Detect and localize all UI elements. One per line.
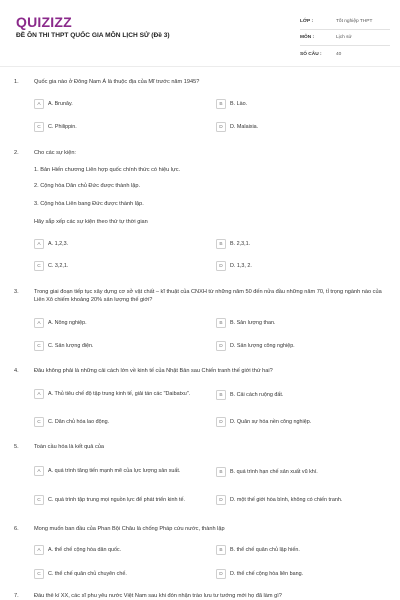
option-c[interactable]	[34, 567, 127, 581]
option-text: A. 1,2,3.	[48, 240, 69, 247]
option-text: A. Thủ tiêu chế độ tập trung kinh tế, giải tán các "Daibatxu".	[48, 390, 191, 397]
option-d[interactable]	[216, 493, 342, 507]
meta-table	[300, 14, 390, 62]
option-c[interactable]	[34, 415, 109, 429]
option-text: A. Nông nghiệp.	[48, 319, 87, 326]
option-b[interactable]	[216, 543, 300, 557]
meta-label: SỐ CÂU :	[300, 51, 322, 57]
option-c[interactable]	[34, 120, 77, 134]
option-letter: D	[216, 261, 226, 271]
option-letter: C	[34, 341, 44, 351]
option-text: D. Quân sự hóa nền công nghiệp.	[230, 418, 312, 425]
question-text: Đâu không phải là những cải cách lớn về kinh tế của Nhật Bản sau Chiến tranh thế giới thứ hai?	[34, 368, 273, 374]
option-b[interactable]	[216, 388, 283, 402]
question-number: 6.	[14, 526, 19, 532]
question-text: Mong muốn ban đầu của Phan Bội Châu là chống Pháp cứu nước, thành lập	[34, 526, 225, 532]
option-text: D. Sản lượng công nghiệp.	[230, 342, 295, 349]
document-title: ĐỀ ÔN THI THPT QUỐC GIA MÔN LỊCH SỬ (Đề 3)	[16, 32, 170, 39]
question-line: 2. Cộng hòa Dân chủ Đức được thành lập.	[34, 183, 141, 189]
question-text: Quốc gia nào ở Đông Nam Á là thuộc địa của Mĩ trước năm 1945?	[34, 79, 200, 85]
option-a[interactable]	[34, 237, 68, 251]
question-text: Cho các sự kiện:	[34, 150, 76, 156]
question-text: Đầu thế kỉ XX, các sĩ phu yêu nước Việt Nam sau khi đón nhận trào lưu tư tưởng mới họ đã làm gì?	[34, 593, 282, 599]
header-divider	[0, 66, 400, 67]
option-a[interactable]	[34, 543, 121, 557]
option-letter: B	[216, 239, 226, 249]
option-letter: C	[34, 569, 44, 579]
option-text: C. Sản lượng điện.	[48, 342, 94, 349]
meta-value: Lịch sử	[336, 35, 352, 40]
option-text: C. quá trình tập trung mọi nguồn lực để phát triển kinh tế.	[48, 496, 185, 503]
option-d[interactable]	[216, 259, 252, 273]
option-letter: C	[34, 122, 44, 132]
option-letter: C	[34, 495, 44, 505]
option-letter: A	[34, 545, 44, 555]
option-text: C. 3,2,1.	[48, 262, 69, 269]
meta-row-class	[300, 14, 390, 30]
option-letter: A	[34, 239, 44, 249]
option-text: B. Cải cách ruộng đất.	[230, 391, 284, 398]
option-d[interactable]	[216, 339, 295, 353]
option-text: D. thể chế cộng hòa liên bang.	[230, 570, 304, 577]
option-letter: B	[216, 390, 226, 400]
option-letter: A	[34, 318, 44, 328]
meta-label: MÔN :	[300, 35, 315, 40]
option-text: D. Malaixia.	[230, 123, 259, 130]
option-letter: B	[216, 318, 226, 328]
option-text: C. Philippin.	[48, 123, 77, 130]
option-text: B. 2,3,1.	[230, 240, 251, 247]
option-letter: B	[216, 99, 226, 109]
question-number: 4.	[14, 368, 19, 374]
quizizz-logo: QUIZIZZ	[16, 14, 72, 30]
option-c[interactable]	[34, 339, 94, 353]
option-text: A. quá trình tăng tiến mạnh mẽ của lực lượng sản xuất.	[48, 467, 181, 474]
option-text: B. Lào.	[230, 100, 248, 107]
option-letter: A	[34, 99, 44, 109]
meta-row-subject	[300, 30, 390, 46]
option-letter: B	[216, 545, 226, 555]
option-letter: D	[216, 495, 226, 505]
option-a[interactable]	[34, 316, 87, 330]
question-line: 3. Cộng hòa Liên bang Đức được thành lập.	[34, 201, 144, 207]
question-line: Hãy sắp xếp các sự kiện theo thứ tự thời gian	[34, 219, 148, 225]
option-letter: A	[34, 466, 44, 476]
option-text: B. Sản lượng than.	[230, 319, 276, 326]
option-text: B. thể chế quân chủ lập hiến.	[230, 546, 300, 553]
option-letter: B	[216, 467, 226, 477]
option-text: D. một thế giới hòa bình, không có chiến tranh.	[230, 496, 343, 503]
option-text: C. thể chế quân chủ chuyên chế.	[48, 570, 127, 577]
option-a[interactable]	[34, 461, 206, 481]
question-number: 5.	[14, 444, 19, 450]
question-line: 1. Bản Hiến chương Liên hợp quốc chính thức có hiệu lực.	[34, 167, 181, 173]
question-number: 7.	[14, 593, 19, 599]
option-d[interactable]	[216, 415, 311, 429]
option-b[interactable]	[216, 97, 247, 111]
option-letter: D	[216, 122, 226, 132]
option-text: B. quá trình hạn chế sản xuất vũ khí.	[230, 468, 318, 475]
meta-label: LỚP :	[300, 19, 314, 24]
option-c[interactable]	[34, 490, 206, 510]
option-text: D. 1,3, 2.	[230, 262, 252, 269]
option-text: A. Brunây.	[48, 100, 73, 107]
option-c[interactable]	[34, 259, 68, 273]
option-b[interactable]	[216, 316, 276, 330]
option-d[interactable]	[216, 120, 258, 134]
option-text: A. thể chế cộng hòa dân quốc.	[48, 546, 122, 553]
option-letter: C	[34, 417, 44, 427]
question-number: 3.	[14, 289, 19, 295]
option-letter: A	[34, 389, 44, 399]
option-letter: D	[216, 341, 226, 351]
option-a[interactable]	[34, 384, 204, 404]
option-text: C. Dân chủ hóa lao động.	[48, 418, 110, 425]
meta-value: 40	[336, 51, 342, 57]
option-letter: D	[216, 417, 226, 427]
option-a[interactable]	[34, 97, 73, 111]
option-d[interactable]	[216, 567, 303, 581]
option-letter: C	[34, 261, 44, 271]
question-number: 2.	[14, 150, 19, 156]
option-letter: D	[216, 569, 226, 579]
meta-row-question-count	[300, 46, 390, 62]
question-text: Toàn cầu hóa là kết quả của	[34, 444, 104, 450]
option-b[interactable]	[216, 465, 318, 479]
option-b[interactable]	[216, 237, 250, 251]
meta-value: Tốt nghiệp THPT	[336, 19, 373, 24]
question-text: Trong giai đoạn tiếp tục xây dựng cơ sở vật chất – kĩ thuật của CNXH từ những năm 50 đến nửa đầu những năm 70, tỉ trọng ngành nào của Liên Xô chiếm khoảng 20% sản lượng thế giới?	[34, 289, 382, 303]
question-number: 1.	[14, 79, 19, 85]
